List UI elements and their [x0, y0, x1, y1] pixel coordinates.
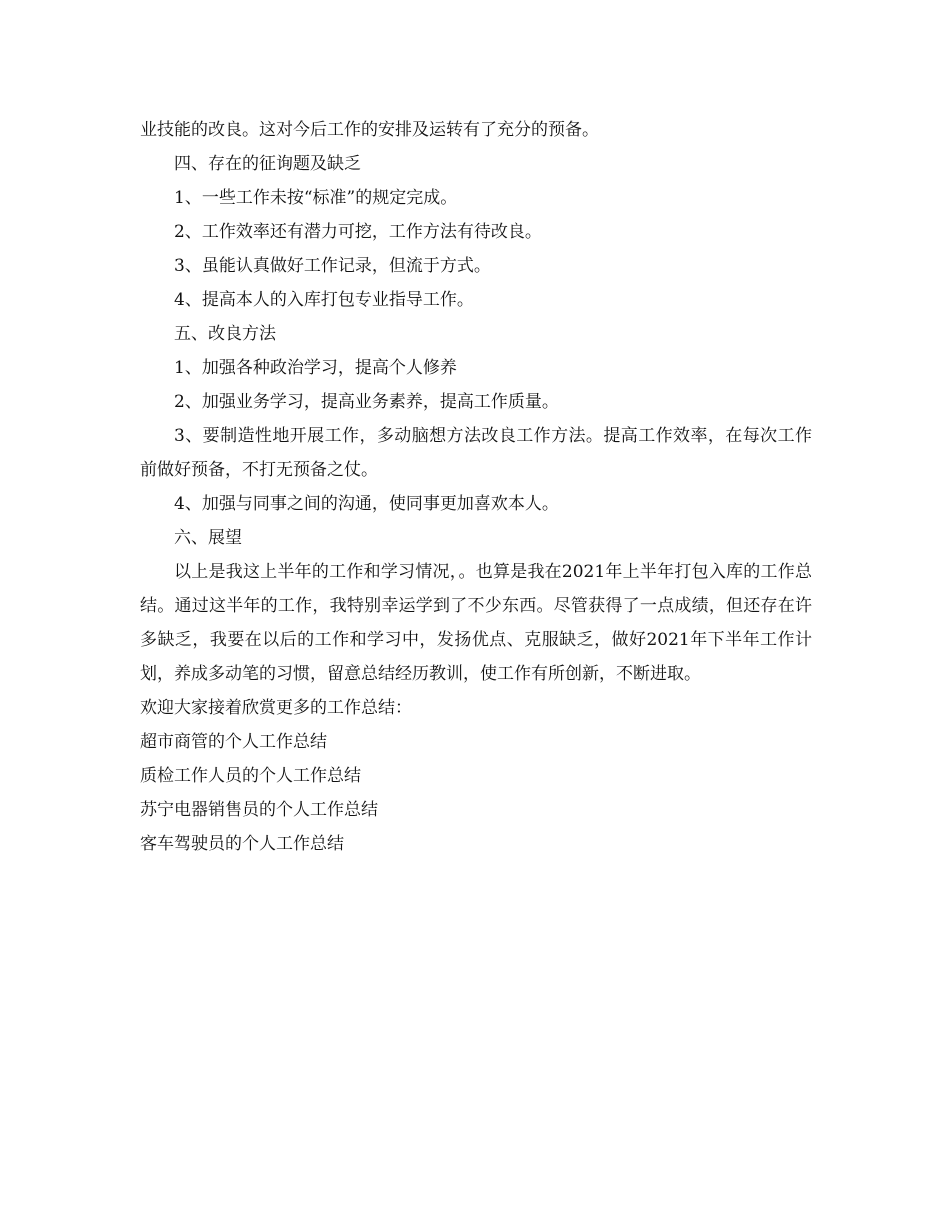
- related-link-bus-driver[interactable]: 客车驾驶员的个人工作总结: [140, 834, 344, 854]
- problem-item-4: 4、提高本人的入库打包专业指导工作。: [174, 290, 474, 310]
- paragraph-continuation: 业技能的改良。这对今后工作的安排及运转有了充分的预备。: [140, 120, 599, 140]
- problem-item-3: 3、虽能认真做好工作记录，但流于方式。: [174, 256, 491, 276]
- more-summaries-heading: 欢迎大家接着欣赏更多的工作总结：: [140, 698, 412, 718]
- related-link-suning-sales[interactable]: 苏宁电器销售员的个人工作总结: [140, 800, 378, 820]
- related-link-quality-inspection[interactable]: 质检工作人员的个人工作总结: [140, 766, 361, 786]
- improvement-item-4: 4、加强与同事之间的沟通，使同事更加喜欢本人。: [174, 494, 559, 514]
- improvement-item-1: 1、加强各种政治学习，提高个人修养: [174, 358, 457, 378]
- improvement-item-2: 2、加强业务学习，提高业务素养，提高工作质量。: [174, 392, 559, 412]
- related-link-supermarket[interactable]: 超市商管的个人工作总结: [140, 732, 327, 752]
- outlook-paragraph: 以上是我这上半年的工作和学习情况，。也算是我在2021年上半年打包入库的工作总结。通过这半年的工作，我特别幸运学到了不少东西。尽管获得了一点成绩，但还存在许多缺乏，我要在以后的工作和学习中，发扬优点、克服缺乏，做好2021年下半年工作计划，养成多动笔的习惯，留意总结经历教训，使工作有所创新，不断进取。: [140, 562, 812, 684]
- section-heading-outlook: 六、展望: [174, 528, 242, 548]
- problem-item-2: 2、工作效率还有潜力可挖，工作方法有待改良。: [174, 222, 542, 242]
- improvement-item-3: 3、要制造性地开展工作，多动脑想方法改良工作方法。提高工作效率，在每次工作前做好预备，不打无预备之仗。: [140, 426, 812, 480]
- section-heading-problems: 四、存在的征询题及缺乏: [174, 154, 361, 174]
- document-body: [140, 113, 812, 861]
- section-heading-improvements: 五、改良方法: [174, 324, 276, 344]
- problem-item-1: 1、一些工作未按“标准”的规定完成。: [174, 188, 458, 208]
